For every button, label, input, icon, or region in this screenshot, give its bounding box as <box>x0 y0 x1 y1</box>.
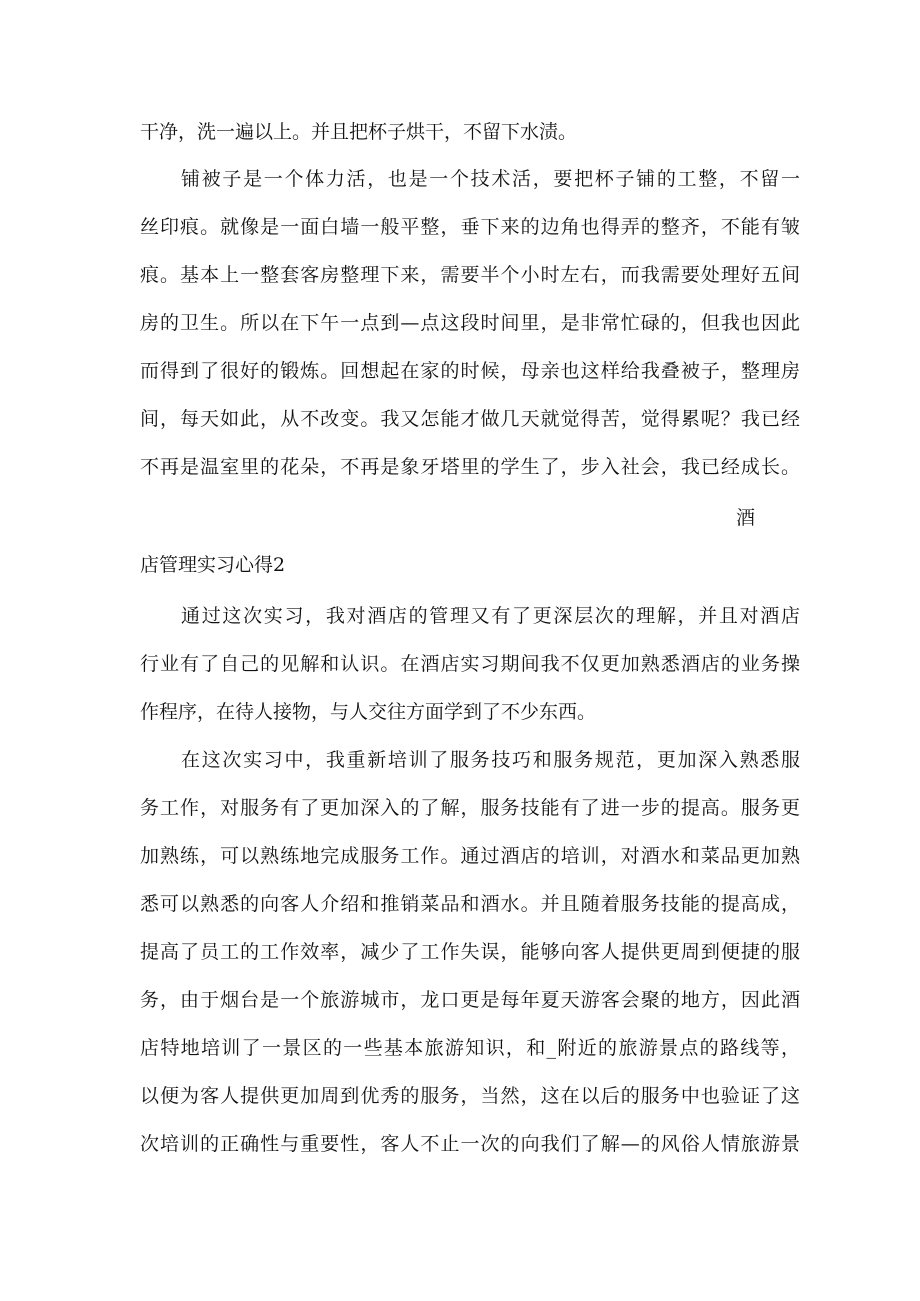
text-line: 不再是温室里的花朵，不再是象牙塔里的学生了，步入社会，我已经成长。 <box>140 456 800 478</box>
text-line: 丝印痕。就像是一面白墙一般平整，垂下来的边角也得弄的整齐，不能有皱 <box>140 216 800 238</box>
text-line: 提高了员工的工作效率，减少了工作失误，能够向客人提供更周到便捷的服 <box>140 941 800 963</box>
text-line: 房的卫生。所以在下午一点到—点这段时间里，是非常忙碌的，但我也因此 <box>140 312 800 334</box>
text-line: 加熟练，可以熟练地完成服务工作。通过酒店的培训，对酒水和菜品更加熟 <box>140 845 800 867</box>
text-line: 酒 <box>736 507 756 529</box>
text-line: 行业有了自己的见解和认识。在酒店实习期间我不仅更加熟悉酒店的业务操 <box>140 653 800 675</box>
text-line: 间，每天如此，从不改变。我又怎能才做几天就觉得苦，觉得累呢？我已经 <box>140 408 800 430</box>
text-line: 痕。基本上一整套客房整理下来，需要半个小时左右，而我需要处理好五间 <box>140 264 800 286</box>
text-line: 务，由于烟台是一个旅游城市，龙口更是每年夏天游客会聚的地方，因此酒 <box>140 989 800 1011</box>
text-line: 铺被子是一个体力活，也是一个技术活，要把杯子铺的工整，不留一 <box>181 168 800 190</box>
text-line: 干净，洗一遍以上。并且把杯子烘干，不留下水渍。 <box>140 121 578 143</box>
text-line: 店特地培训了一景区的一些基本旅游知识，和_附近的旅游景点的路线等， <box>140 1037 800 1059</box>
text-line: 以便为客人提供更加周到优秀的服务，当然，这在以后的服务中也验证了这 <box>140 1085 800 1107</box>
text-line: 在这次实习中，我重新培训了服务技巧和服务规范，更加深入熟悉服 <box>181 749 800 771</box>
text-line: 次培训的正确性与重要性，客人不止一次的向我们了解—的风俗人情旅游景 <box>140 1133 800 1155</box>
text-line: 而得到了很好的锻炼。回想起在家的时候，母亲也这样给我叠被子，整理房 <box>140 360 800 382</box>
text-line: 悉可以熟悉的向客人介绍和推销菜品和酒水。并且随着服务技能的提高成， <box>140 893 800 915</box>
text-line: 通过这次实习，我对酒店的管理又有了更深层次的理解，并且对酒店 <box>181 605 800 627</box>
text-line: 务工作，对服务有了更加深入的了解，服务技能有了进一步的提高。服务更 <box>140 797 800 819</box>
text-line: 作程序，在待人接物，与人交往方面学到了不少东西。 <box>140 701 597 723</box>
section-heading: 店管理实习心得2 <box>140 554 286 576</box>
